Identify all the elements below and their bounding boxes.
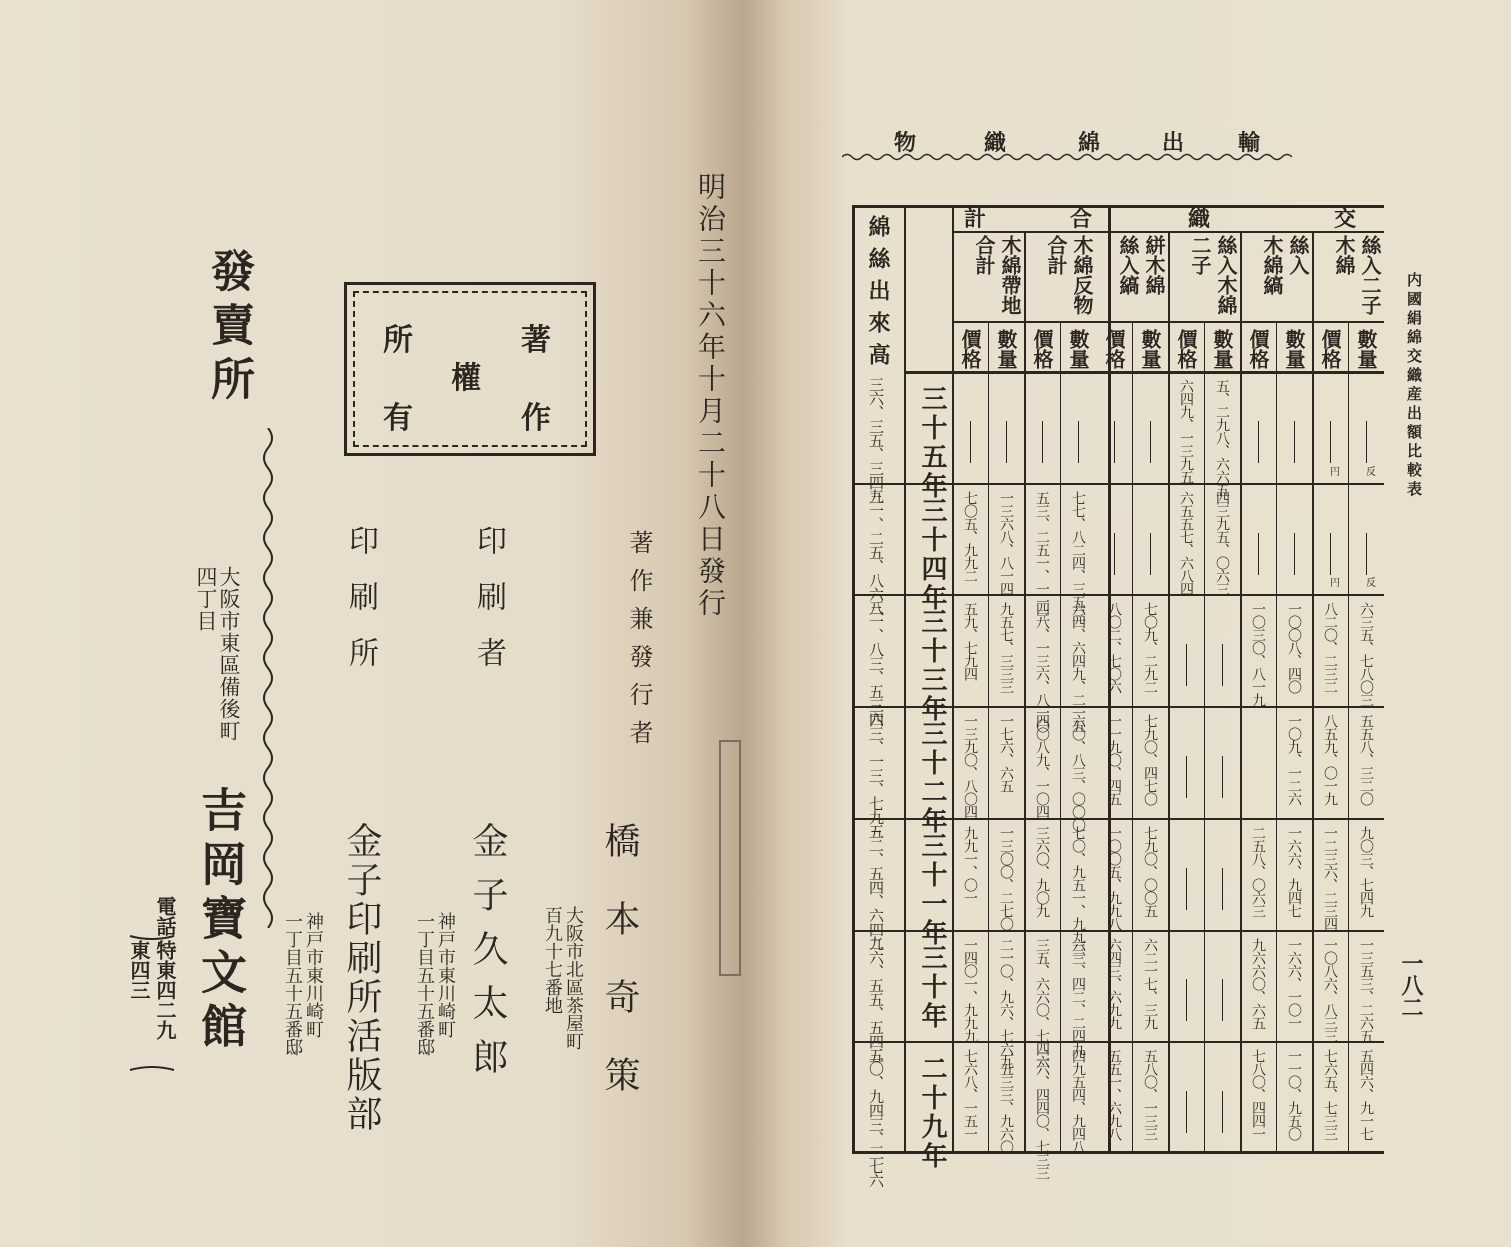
price-subheader: 價格 [1174,329,1198,369]
cotton-output-cell: 四三、一三、七九五 [867,712,885,839]
printshop-name: 金子印刷所活版部 [341,822,382,1134]
price-cell: 一四〇一、九九九 [962,937,978,1042]
quantity-subheader: 數量 [1210,329,1234,369]
header-wavy-rule-icon [842,152,1292,162]
price-cell: 七八〇、四四一 [1250,1049,1266,1141]
price-subheader: 價格 [1102,329,1126,369]
year-cell: 三十五年 [917,385,947,501]
price-subheader: 價格 [958,329,982,369]
price-cell: 二六、四四〇、七三三 [1034,1049,1050,1180]
publisher-address-line: 百九十七番地 [542,906,563,1014]
quantity-subheader: 數量 [1138,329,1162,369]
quantity-cell: 七九〇、四七〇 [1142,714,1158,806]
price-subheader: 價格 [1246,329,1270,369]
page-number: 一八二 [1398,952,1424,1018]
quantity-cell: 七〇、九五一、九九三 [1070,825,1086,956]
cotton-output-cell: 三一、八三、五三六 [867,600,885,727]
empty-dash [1006,421,1007,463]
sales-office-label: 發賣所 [203,248,254,410]
cotton-output-cell: 三二、五四、六四九 [867,823,885,950]
quantity-cell: 五八〇、一三三 [1142,1049,1158,1141]
subcol-rule [1204,321,1205,1153]
column-header-line: 絣木綿 [1142,235,1166,295]
table-top-rule [852,205,1384,208]
price-subheader: 價格 [1318,329,1342,369]
quantity-cell: 五五八、三二〇 [1358,714,1374,806]
empty-dash [1366,421,1367,463]
quantity-cell: 一七六、六五 [998,714,1014,793]
sales-company-name: 吉岡寶文館 [194,786,248,1056]
printer-address-line: 一丁目五十五番邸 [414,912,435,1056]
printer-address [414,912,456,1112]
unit-yen: 円 [1330,578,1340,590]
side-title: 内國絹綿交織産出額比較表 [1405,272,1423,500]
quantity-subheader: 數量 [1066,329,1090,369]
quantity-cell: 六〇、八三、〇〇〇 [1070,714,1086,832]
empty-dash [970,421,971,463]
price-cell: 八五九、〇一九 [1322,714,1338,806]
copyright-char: 所 [383,323,413,358]
table-page-header [846,124,1290,154]
empty-dash [1222,1091,1223,1133]
quantity-cell: 五、二九八、六六五 [1214,379,1230,496]
price-cell: 一〇〇五、九九八 [1106,825,1122,930]
cotton-yarn-header: 綿絲出來高 [865,215,891,375]
author-publisher-role: 著作兼發行者 [625,530,653,758]
quantity-cell: 一六六、一〇一 [1286,937,1302,1029]
col-group-rule [1312,231,1314,1153]
price-cell: 一二三六、二三四 [1322,825,1338,930]
empty-dash [1186,756,1187,798]
price-cell: 八二〇、二三二 [1322,602,1338,694]
quantity-cell: 一五三三、九六〇 [998,1049,1014,1154]
column-header-line: 絲入二子 [1358,235,1382,315]
quantity-cell: 六四、六四九、二一五 [1070,602,1086,733]
quantity-cell: 二一〇、九六、七六九 [998,937,1014,1068]
col-group-rule [1168,231,1170,1153]
printshop-address [282,912,324,1112]
faint-stamp [719,740,741,976]
quantity-cell: 五四六、九一七 [1358,1049,1374,1141]
unit-tan: 反 [1366,466,1376,478]
empty-dash [1114,421,1115,463]
price-cell: 一一九〇、四五 [1106,714,1122,806]
copyright-box [344,282,596,456]
col-group-rule [1240,231,1242,1153]
quantity-subheader: 數量 [1354,329,1378,369]
empty-dash [1150,421,1151,463]
publication-date: 明治三十六年十月二十八日發行 [694,172,727,620]
price-cell: 六四九、一三九五 [1178,379,1194,483]
year-cell: 二十九年 [917,1055,947,1172]
group-mid-char: 合 [1070,206,1093,232]
price-cell: 一三九〇、八〇四 [962,714,978,819]
empty-dash [1222,868,1223,910]
row-rule [852,930,1384,932]
sales-address-line: 大阪市東區備後町 [217,566,241,742]
column-header-line: 木綿縞 [1260,235,1284,295]
quantity-subheader: 數量 [994,329,1018,369]
unit-tan: 反 [1366,578,1376,590]
subcol-rule [988,321,989,1153]
price-cell: 四〇八九、一〇四 [1034,714,1050,819]
column-header-line: 二子 [1188,235,1212,275]
column-header-line: 絲入木綿 [1214,235,1238,315]
quantity-cell: 四九五四、九四八 [1070,1049,1086,1154]
quantity-cell: 一三六八、八一四 [998,490,1014,595]
subcol-rule [1348,321,1349,1153]
price-cell: 五三、二五一、一一三 [1034,490,1050,621]
quantity-cell: 一三〇〇、二七〇 [998,825,1014,930]
quantity-cell: 六三五、七八〇三 [1358,602,1374,707]
price-cell: 三六〇、九〇九 [1034,825,1050,917]
empty-dash [1042,421,1043,463]
empty-dash [1222,644,1223,686]
empty-dash [1078,421,1079,463]
header-char: 織 [984,130,1007,156]
quantity-cell: 七〇九、二九二 [1142,602,1158,694]
quantity-cell: 一六六、九四七 [1286,825,1302,917]
price-cell: 九六六〇、六五 [1250,937,1266,1029]
quantity-cell: 九〇三、七四九 [1358,825,1374,917]
empty-dash [1330,533,1331,575]
quantity-cell: 四三九五、〇六三 [1214,490,1230,595]
year-cell: 三十二年 [917,720,947,837]
publisher-address [542,906,584,1106]
price-cell: 一〇八六、八三三 [1322,937,1338,1042]
cotton-output-cell: 二〇、九四三、三七六 [867,1047,885,1188]
quantity-subheader: 數量 [1282,329,1306,369]
empty-dash [1258,421,1259,463]
publisher-address-line: 大阪市北區茶屋町 [563,906,584,1050]
copyright-char: 作 [521,401,551,436]
price-cell: 一〇三〇、八一九 [1250,602,1266,707]
column-header-line: 木綿帶地 [998,235,1022,315]
price-cell: 二五八、〇六三 [1250,825,1266,917]
empty-dash [1258,533,1259,575]
empty-dash [1114,533,1115,575]
copyright-char: 有 [383,401,413,436]
publisher-name: 橋本奇策 [599,822,640,1134]
row-rule [852,483,1384,485]
group-right-char: 交 [1334,206,1357,232]
price-cell: 七六五、七三三 [1322,1049,1338,1141]
price-cell: 三五、六六〇、七四六 [1034,937,1050,1068]
col-group-rule [1024,231,1026,1153]
printshop-address-line: 神戸市東川崎町 [303,912,324,1038]
price-subheader: 價格 [1030,329,1054,369]
quantity-cell: 一一〇、九五〇 [1286,1049,1302,1141]
unit-yen: 円 [1330,466,1340,478]
price-cell: 五九、七九四 [962,602,978,681]
subcol-rule [1060,321,1061,1153]
year-cell: 三十年 [917,943,947,1031]
quantity-cell: 七九〇、〇〇五 [1142,825,1158,917]
column-header-line: 木綿 [1332,235,1356,275]
price-cell: 九九一、〇一 [962,825,978,904]
price-cell: 七六八、一五一 [962,1049,978,1141]
price-cell: 八〇二、七〇六 [1106,602,1122,694]
quantity-cell: 六二一七、三九 [1142,937,1158,1029]
phone-block [126,896,178,1096]
group-right-char: 織 [1188,206,1211,232]
year-cell: 三十四年 [917,496,947,613]
quantity-cell: 七七、八二四、三五三 [1070,490,1086,621]
printer-role: 印刷者 [471,525,506,693]
empty-dash [1186,644,1187,686]
empty-dash [1294,421,1295,463]
price-cell: 四八、一三六、八一〇 [1034,602,1050,733]
empty-dash [1330,421,1331,463]
sales-office-address [194,566,241,742]
phone-number-2: 東四三 [127,940,151,1000]
price-cell: 五五一、六九八 [1106,1049,1122,1141]
row-rule [852,594,1384,596]
subcol-rule [1276,321,1277,1153]
row-rule [852,1041,1384,1043]
printer-address-line: 神戸市東川崎町 [435,912,456,1038]
copyright-char: 著 [521,323,551,358]
header-char: 綿 [1078,130,1101,156]
cotton-output-cell: 三一、二五、八六八 [867,488,885,615]
col-rule [904,205,906,1153]
phone-label-1: 電話 [153,896,177,936]
row-rule [852,818,1384,820]
row-rule [852,706,1384,708]
price-cell: 六五五七、六八四 [1178,490,1194,595]
sales-address-line: 四丁目 [194,566,218,632]
empty-dash [1186,979,1187,1021]
empty-dash [1222,756,1223,798]
header-char: 出 [1162,130,1185,156]
year-cell: 三十三年 [917,608,947,725]
colophon-page [0,0,744,1247]
quantity-cell: 六三、四二、二四九 [1070,937,1086,1055]
cotton-output-cell: 三六、三五、三四九 [867,377,885,503]
column-header-line: 合計 [972,235,996,275]
year-cell: 三十一年 [917,831,947,948]
empty-dash [1186,1091,1187,1133]
data-table [852,205,1384,1188]
empty-dash [1294,533,1295,575]
column-header-line: 合計 [1044,235,1068,275]
price-cell: 六四三、六九九 [1106,937,1122,1029]
empty-dash [1222,979,1223,1021]
subcol-rule [1132,321,1133,1153]
price-cell: 七〇五、九九二 [962,490,978,582]
empty-dash [1186,868,1187,910]
quantity-cell: 九五七、三三三 [998,602,1014,694]
quantity-cell: 一三五三、二六五 [1358,937,1374,1042]
printshop-role: 印刷所 [343,525,378,693]
quantity-cell: 一〇九、一二六 [1286,714,1302,806]
header-char: 輸 [1238,130,1261,156]
printshop-address-line: 一丁目五十五番邸 [282,912,303,1056]
quantity-cell: 一〇〇八、四〇 [1286,602,1302,694]
header-char: 物 [894,130,917,156]
empty-dash [1366,533,1367,575]
phone-bracket-icon [126,934,178,1074]
wavy-divider-icon [258,428,278,928]
table-left-rule [852,205,855,1153]
column-header-line: 絲入縞 [1116,235,1140,295]
column-header-line: 木綿反物 [1070,235,1094,315]
col-group-rule [952,231,954,1153]
column-header-line: 絲入 [1286,235,1310,275]
empty-dash [1150,533,1151,575]
copyright-char: 權 [451,361,481,396]
group-mid-char: 計 [964,206,987,232]
cotton-output-cell: 二六、五五、五四五 [867,935,885,1062]
printer-name: 金子久太郎 [467,822,508,1092]
phone-number-1: 特東四二九 [153,940,177,1040]
